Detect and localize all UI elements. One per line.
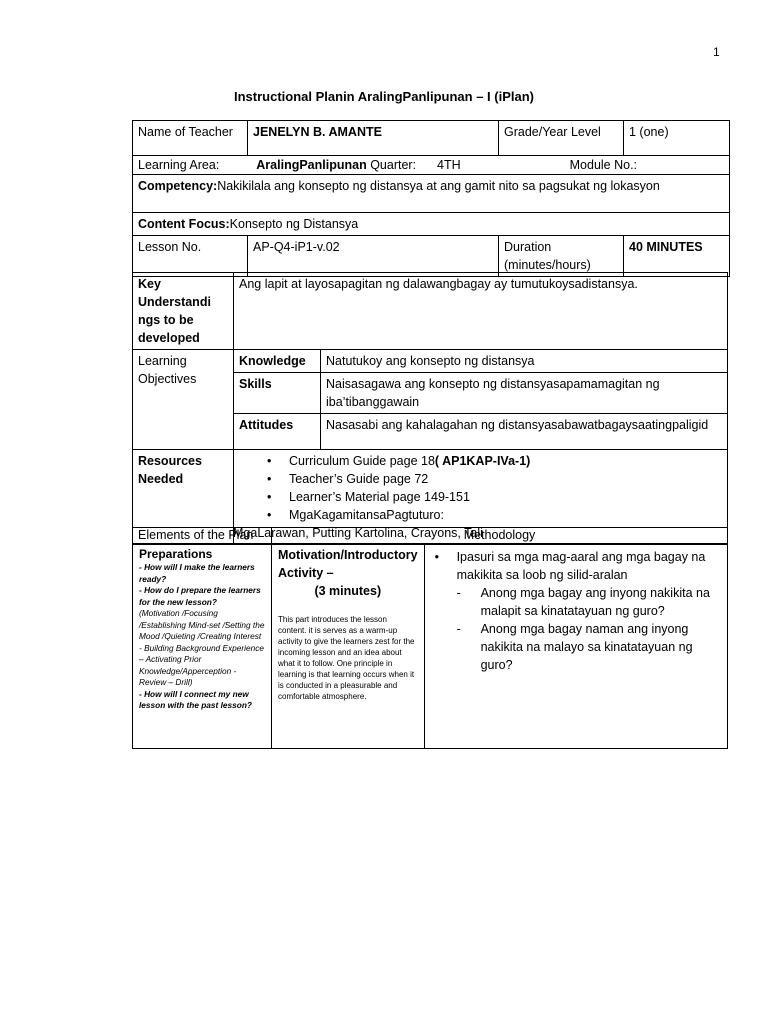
plan-body-table xyxy=(132,272,728,545)
elements-header: Elements of the Plan xyxy=(133,528,272,544)
key-understandings-value: Ang lapit at layosapagitan ng dalawangbagay ay tumutukoysadistansya. xyxy=(234,273,728,350)
lesson-label: Lesson No. xyxy=(133,236,248,277)
content-focus-value: Konsepto ng Distansya xyxy=(229,217,359,231)
content-focus-label: Content Focus: xyxy=(138,217,230,231)
teacher-name: JENELYN B. AMANTE xyxy=(248,121,499,156)
motivation-description: This part introduces the lesson content. it is serves as a warm-up activity to give the learners zest for the incoming lesson and an idea about what it to follow. One principle in learning is that learning occurs when it is conducted in a pleasurable and comfortable atmosphere. xyxy=(278,615,415,701)
resources-label: Resources Needed xyxy=(133,450,234,545)
skills-value: Naisasagawa ang konsepto ng distansyasapamamagitan ng iba’tibanggawain xyxy=(321,373,728,414)
duration-label: Duration (minutes/hours) xyxy=(499,236,624,277)
prep-question-2: - How do I prepare the learners for the new lesson? xyxy=(139,585,261,607)
name-label: Name of Teacher xyxy=(133,121,248,156)
motivation-title: Motivation/Introductory Activity – xyxy=(278,548,418,580)
list-item: • MgaKagamitansaPagtuturo: xyxy=(289,506,722,524)
page-number: 1 xyxy=(713,45,720,59)
list-item: - Anong mga bagay naman ang inyong nakikita na malayo sa kinatatayuan ng guro? xyxy=(457,620,719,674)
attitudes-label: Attitudes xyxy=(234,414,321,450)
materials-text: MgaLarawan, Putting Kartolina, Crayons, Tali xyxy=(233,526,483,540)
preparations-label: Preparations xyxy=(139,547,213,561)
skills-label: Skills xyxy=(234,373,321,414)
preparations-cell xyxy=(133,544,272,749)
objectives-label: Learning Objectives xyxy=(133,350,234,450)
competency-value: Nakikilala ang konsepto ng distansya at ang gamit nito sa pagsukat ng lokasyon xyxy=(217,179,660,193)
motivation-cell xyxy=(272,544,425,749)
quarter-label: Quarter: xyxy=(370,158,417,172)
competency-label: Competency: xyxy=(138,179,218,193)
methodology-header: Methodology xyxy=(272,528,728,544)
header-table xyxy=(132,120,730,277)
duration-value: 40 MINUTES xyxy=(624,236,730,277)
prep-notes: (Motivation /Focusing /Establishing Mind-set /Setting the Mood /Quieting /Creating Interest - Building Background Experience – Activating Prior Knowledge/Apperception - Review – Drill) xyxy=(139,608,265,687)
method-main-item: • Ipasuri sa mga mag-aaral ang mga bagay na makikita sa loob ng silid-aralan xyxy=(434,550,706,582)
method-sub-list xyxy=(457,584,719,674)
learning-area-value: AralingPanlipunan xyxy=(256,158,367,172)
list-item: • Curriculum Guide page 18( AP1KAP-IVa-1) xyxy=(289,452,722,470)
learning-area-row xyxy=(133,156,730,175)
knowledge-label: Knowledge xyxy=(234,350,321,373)
key-understandings-label: Key Understandi ngs to be developed xyxy=(133,273,234,350)
grade-value: 1 (one) xyxy=(624,121,730,156)
attitudes-value: Nasasabi ang kahalagahan ng distansyasabawatbagaysaatingpaligid xyxy=(321,414,728,450)
content-focus-row xyxy=(133,213,730,236)
lesson-value: AP-Q4-iP1-v.02 xyxy=(248,236,499,277)
quarter-value: 4TH xyxy=(437,158,461,172)
learning-area-label: Learning Area: xyxy=(138,158,220,172)
module-label: Module No.: xyxy=(569,158,638,172)
plan-methodology-table xyxy=(132,527,728,749)
knowledge-value: Natutukoy ang konsepto ng distansya xyxy=(321,350,728,373)
prep-question-3: - How will I connect my new lesson with the past lesson? xyxy=(139,688,252,710)
motivation-time: (3 minutes) xyxy=(314,584,382,598)
list-item: - Anong mga bagay ang inyong nakikita na malapit sa kinatatayuan ng guro? xyxy=(457,584,719,620)
document-title: Instructional Planin AralingPanlipunan – I (iPlan) xyxy=(234,89,534,104)
grade-label: Grade/Year Level xyxy=(499,121,624,156)
list-item: • Teacher’s Guide page 72 xyxy=(289,470,722,488)
bullet-icon: • xyxy=(434,550,439,564)
prep-question-1: - How will I make the learners ready? xyxy=(139,562,255,584)
list-item: • Learner’s Material page 149-151 xyxy=(289,488,722,506)
competency-row xyxy=(133,175,730,213)
methodology-cell xyxy=(424,544,727,749)
resources-list xyxy=(239,452,722,524)
